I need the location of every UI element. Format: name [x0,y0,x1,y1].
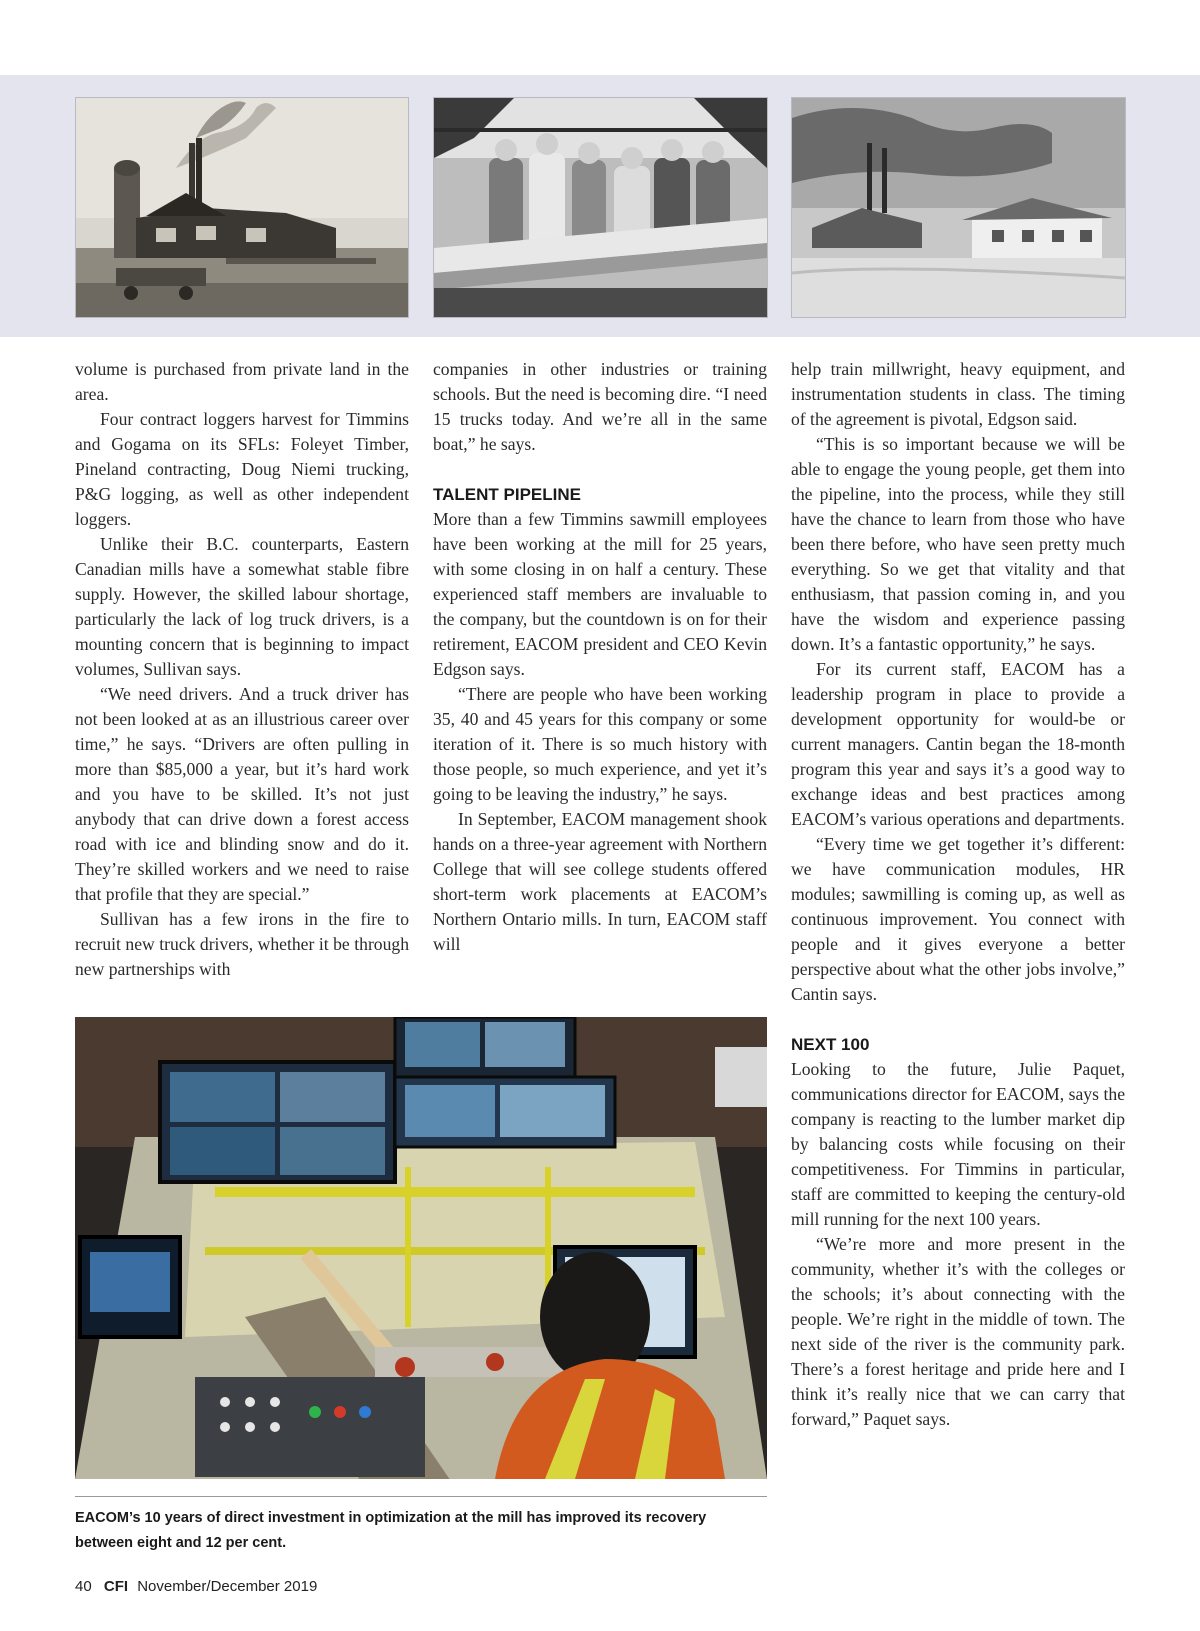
magazine-name: CFI [103,1578,129,1595]
paragraph: volume is purchased from private land in the area. [75,359,409,404]
section-heading-next-100: NEXT 100 [791,1035,870,1054]
article-column-2 [433,357,767,957]
paragraph: help train millwright, heavy equipment, and instrumentation students in class. The timing of the agreement is pivotal, Edgson said. [791,359,1125,429]
paragraph: Looking to the future, Julie Paquet, communications director for EACOM, says the company is reacting to the lumber market dip by balancing costs while focusing on their competitiveness. For Timmins in particular, staff are committed to keeping the century-old mill running for the next 100 years. [791,1059,1125,1229]
caption-rule [75,1496,767,1497]
historic-mill-town-photo [791,97,1126,318]
article-column-3 [791,357,1125,1432]
historic-sawmill-photo [75,97,409,318]
article-column-1 [75,357,409,982]
paragraph: More than a few Timmins sawmill employees have been working at the mill for 25 years, with some closing in on half a century. These experienced staff members are invaluable to the company, but the countdown is on for their retirement, EACOM president and CEO Kevin Edgson says. [433,509,767,679]
paragraph: For its current staff, EACOM has a leadership program in place to provide a development opportunity for would-be or current managers. Cantin began the 18-month program this year and says it’s a good way to exchange ideas and best practices among EACOM’s various operations and departments. [791,659,1125,829]
paragraph: “There are people who have been working 35, 40 and 45 years for this company or some iteration of it. There is so much history with those people, so much experience, and yet it’s going to be leaving the industry,” he says. [433,684,767,804]
paragraph: companies in other industries or training schools. But the need is becoming dire. “I need 15 trucks today. And we’re all in the same boat,” he says. [433,359,767,454]
paragraph: “Every time we get together it’s different: we have communication modules, HR modules; sawmilling is coming up, as well as continuous improvement. You connect with people and it gives everyone a better perspective about what the other jobs involve,” Cantin says. [791,834,1125,1004]
paragraph: “This is so important because we will be able to engage the young people, get them into the pipeline, into the process, while they still have the chance to learn from those who have been there before, who have seen pretty much everything. So we get that vitality and that enthusiasm, that passion coming in, and you have the wisdom and experience passing down. It’s a fantastic opportunity,” he says. [791,434,1125,654]
section-heading-talent-pipeline: TALENT PIPELINE [433,485,581,504]
page-number: 40 [75,1578,92,1595]
paragraph: Four contract loggers harvest for Timmins and Gogama on its SFLs: Foleyet Timber, Pineland contracting, Doug Niemi trucking, P&G logging, as well as other independent loggers. [75,409,409,529]
photo-caption: EACOM’s 10 years of direct investment in optimization at the mill has improved its recovery between eight and 12 per cent. [75,1510,707,1551]
mill-control-room-photo [75,1017,767,1479]
paragraph: “We’re more and more present in the community, whether it’s with the colleges or the schools; it’s about connecting with the people. We’re right in the middle of town. The next side of the river is the community park. There’s a forest heritage and pride here and I think it’s really nice that we can carry that forward,” Paquet says. [791,1234,1125,1429]
issue-date: November/December 2019 [137,1578,318,1595]
paragraph: Unlike their B.C. counterparts, Eastern Canadian mills have a somewhat stable fibre supply. However, the skilled labour shortage, particularly the lack of log truck drivers, is a mounting concern that is beginning to impact volumes, Sullivan says. [75,534,409,679]
page-footer [75,1578,317,1595]
paragraph: “We need drivers. And a truck driver has not been looked at as an illustrious career over time,” he says. “Drivers are often pulling in more than $85,000 a year, but it’s hard work and you have to be skilled. It’s not just anybody that can drive down a forest access road with ice and blinding snow and do it. They’re skilled workers and we need to raise that profile that they are special.” [75,684,409,904]
paragraph: In September, EACOM management shook hands on a three-year agreement with Northern College that will see college students offered short-term work placements at EACOM’s Northern Ontario mills. In turn, EACOM staff will [433,809,767,954]
paragraph: Sullivan has a few irons in the fire to recruit new truck drivers, whether it be through new partnerships with [75,909,409,979]
historic-visitors-photo [433,97,768,318]
